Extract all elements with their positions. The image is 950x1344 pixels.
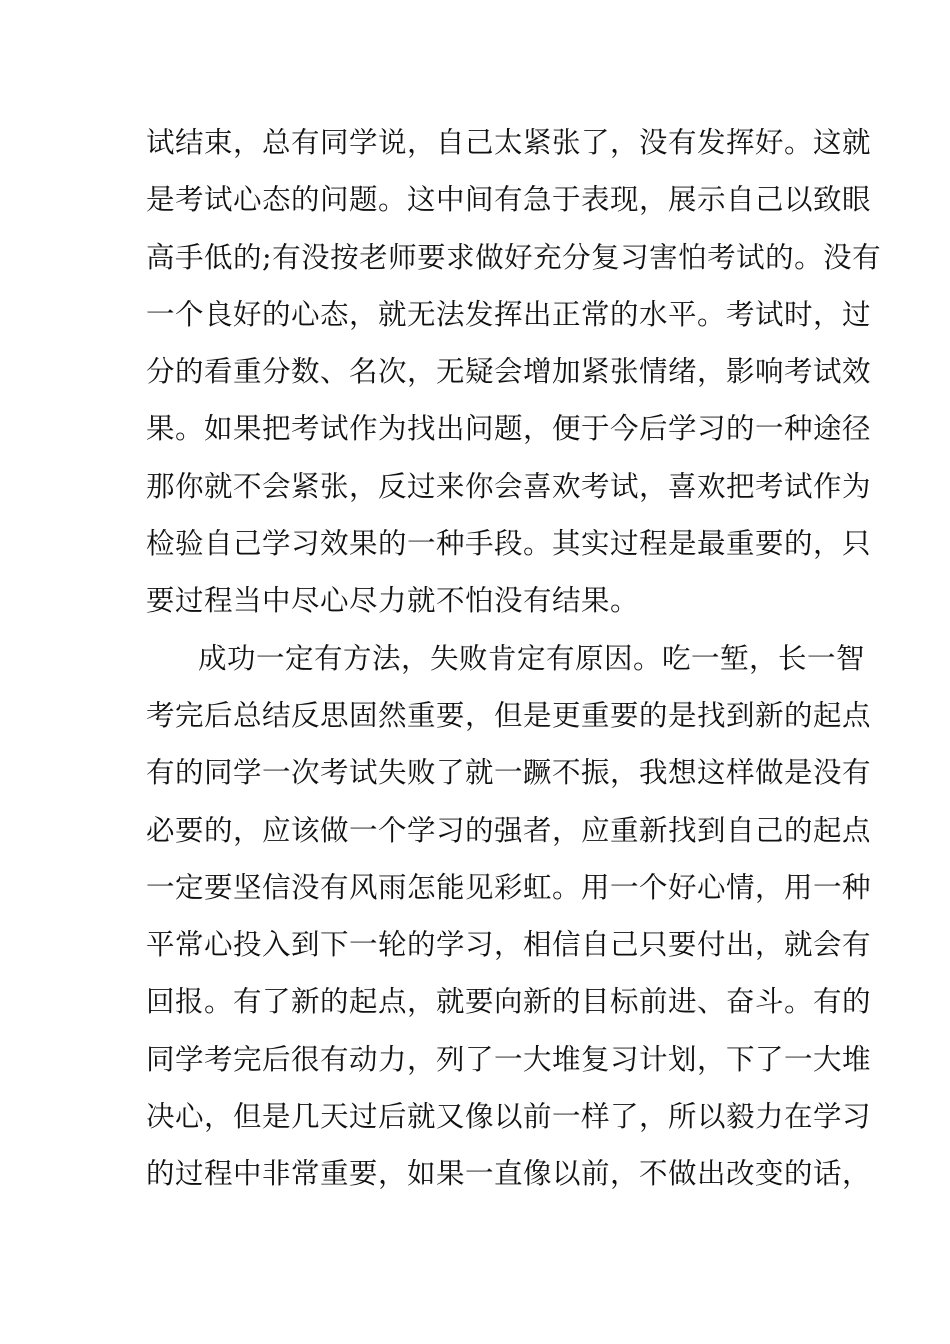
text-line: 平常心投入到下一轮的学习，相信自己只要付出，就会有 — [146, 928, 872, 962]
text-line: 检验自己学习效果的一种手段。其实过程是最重要的，只 — [146, 527, 872, 561]
text-line: 那你就不会紧张，反过来你会喜欢考试，喜欢把考试作为 — [146, 469, 872, 503]
text-line: 一定要坚信没有风雨怎能见彩虹。用一个好心情，用一种 — [146, 870, 872, 904]
body-text — [146, 114, 882, 1203]
text-line: 是考试心态的问题。这中间有急于表现，展示自己以致眼 — [146, 183, 872, 217]
text-line: 果。如果把考试作为找出问题，便于今后学习的一种途径 — [146, 412, 872, 446]
text-line: 考完后总结反思固然重要，但是更重要的是找到新的起点 — [146, 698, 872, 732]
paragraph-1 — [146, 114, 882, 630]
text-line: 决心，但是几天过后就又像以前一样了，所以毅力在学习 — [146, 1100, 872, 1134]
text-line: 成功一定有方法，失败肯定有原因。吃一堑，长一智 — [198, 641, 866, 675]
paragraph-2 — [146, 630, 872, 1203]
text-line: 试结束，总有同学说，自己太紧张了，没有发挥好。这就 — [146, 126, 872, 159]
text-line: 一个良好的心态，就无法发挥出正常的水平。考试时，过 — [146, 297, 872, 331]
text-line: 高手低的;有没按老师要求做好充分复习害怕考试的。没有 — [146, 240, 882, 274]
text-line: 的过程中非常重要，如果一直像以前，不做出改变的话， — [146, 1157, 872, 1191]
text-line: 回报。有了新的起点，就要向新的目标前进、奋斗。有的 — [146, 985, 872, 1019]
text-line: 必要的，应该做一个学习的强者，应重新找到自己的起点 — [146, 813, 872, 847]
text-line: 要过程当中尽心尽力就不怕没有结果。 — [146, 584, 640, 618]
text-line: 同学考完后很有动力，列了一大堆复习计划，下了一大堆 — [146, 1042, 872, 1076]
text-line: 分的看重分数、名次，无疑会增加紧张情绪，影响考试效 — [146, 355, 872, 389]
text-line: 有的同学一次考试失败了就一蹶不振，我想这样做是没有 — [146, 756, 872, 790]
